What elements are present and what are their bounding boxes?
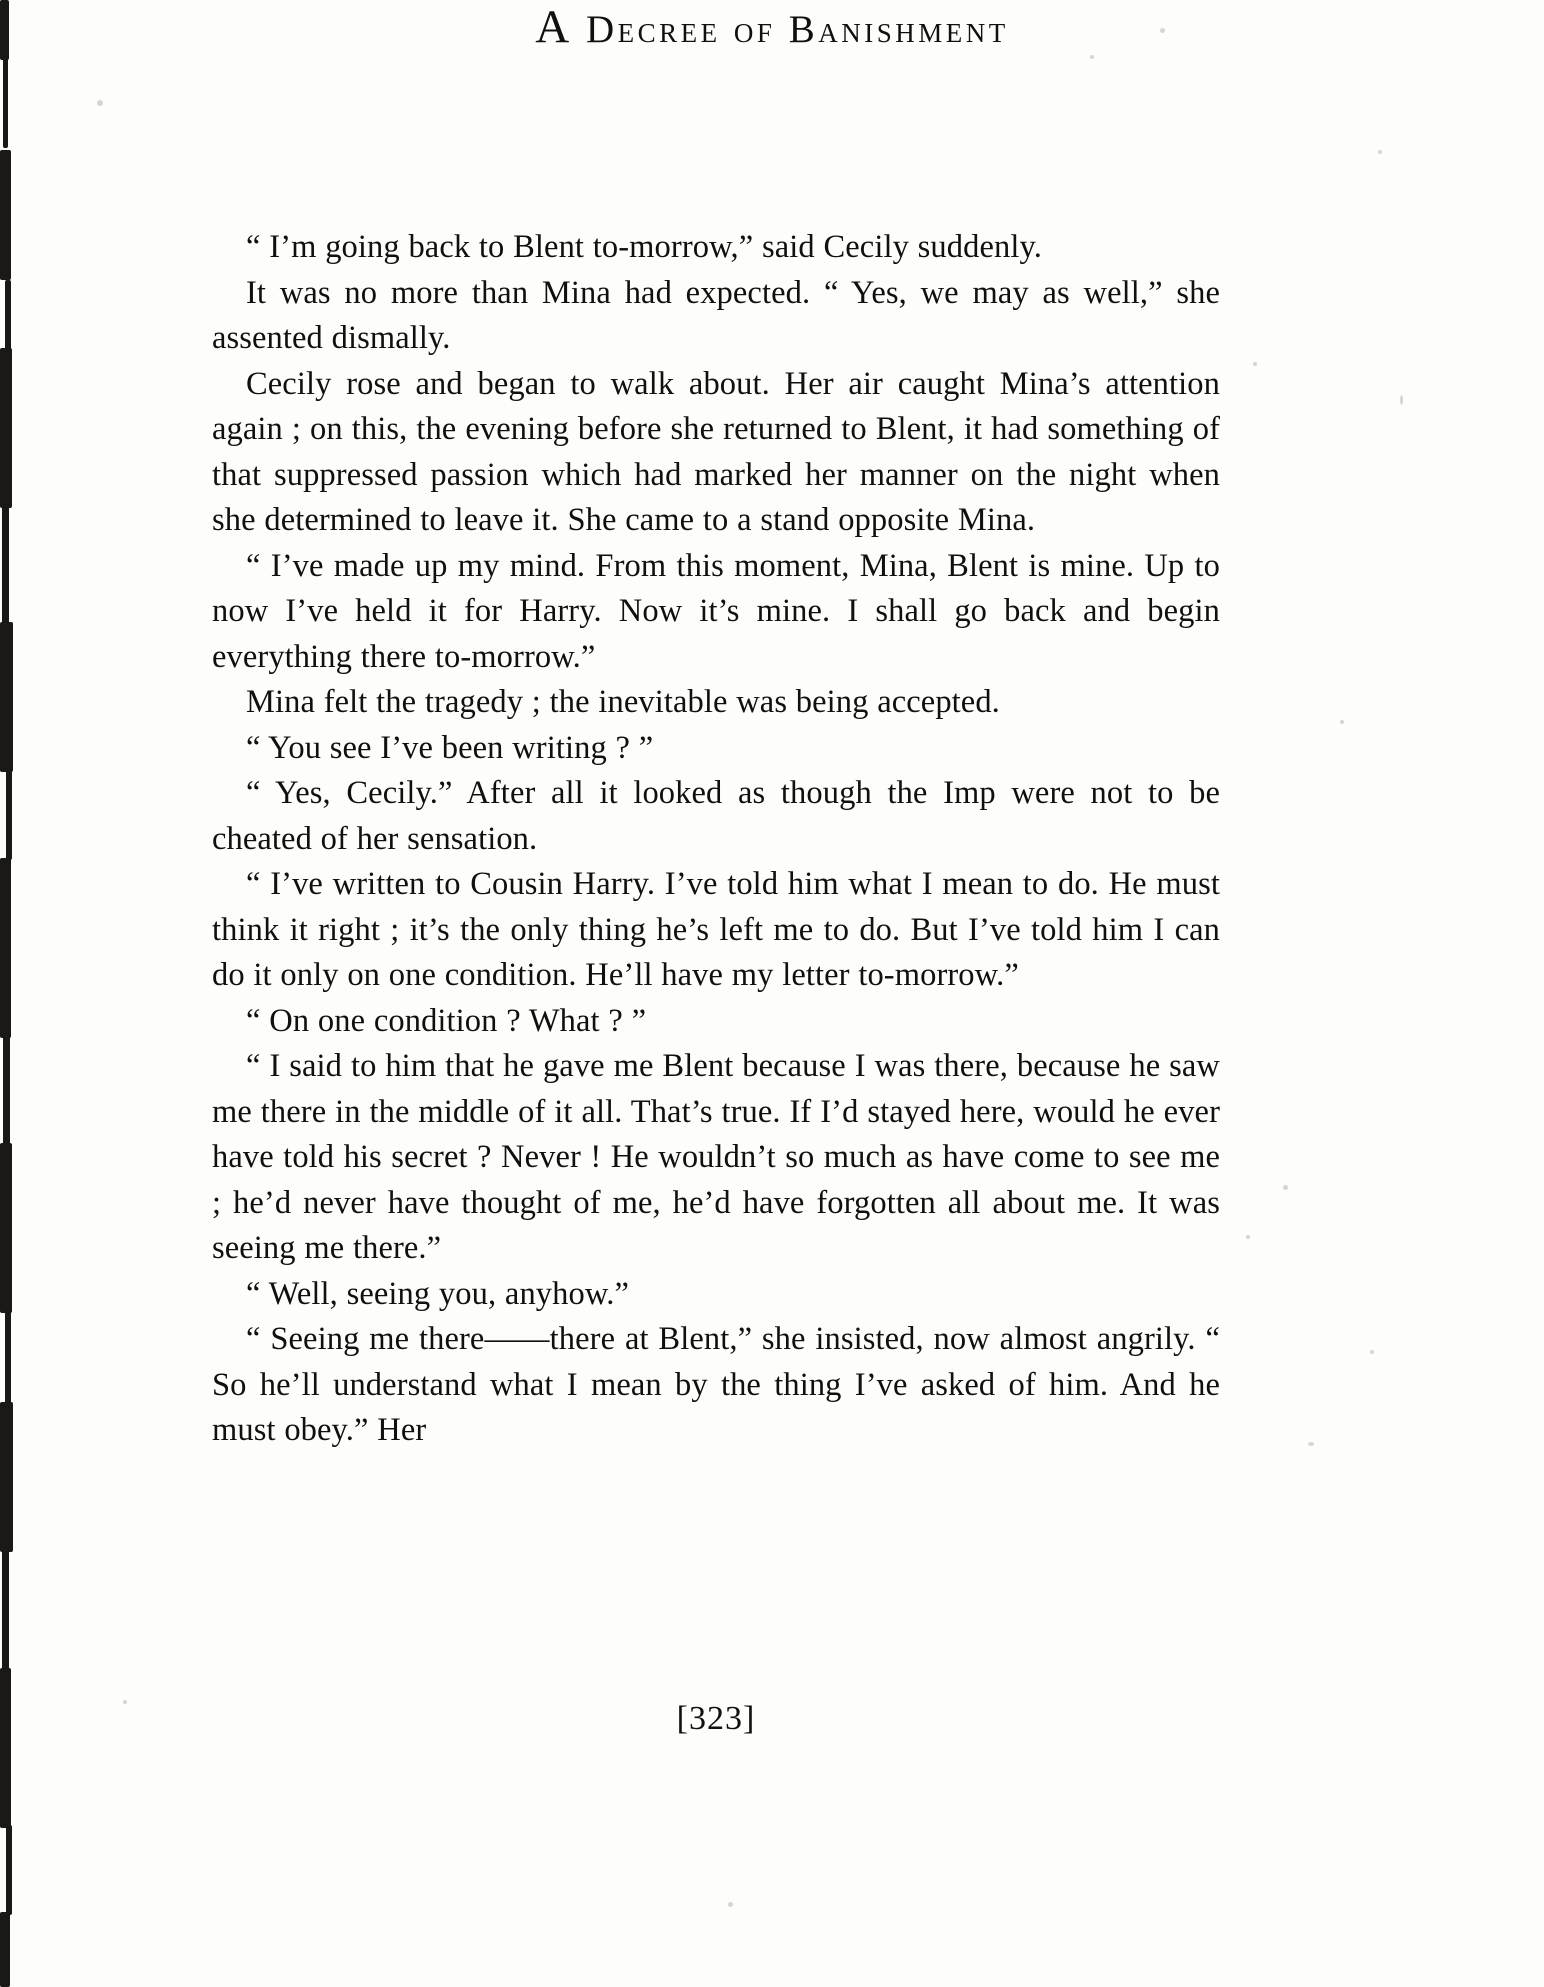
paragraph: “ Seeing me there——there at Blent,” she insisted, now almost angrily. “ So he’ll understand what I mean by the thing I’ve asked of him. And he must obey.” Her xyxy=(212,1321,1220,1448)
paragraph: “ I’ve made up my mind. From this moment, Mina, Blent is mine. Up to now I’ve held it for Harry. Now it’s mine. I shall go back and begin everything there to-morrow.” xyxy=(212,547,1220,675)
scan-speck xyxy=(1090,55,1094,59)
page-title xyxy=(0,0,1544,54)
scan-speck xyxy=(1308,1442,1314,1446)
running-head-word-decree: Decree xyxy=(586,8,721,51)
page-number: [323] xyxy=(676,1700,756,1737)
paragraph: “ On one condition ? What ? ” xyxy=(246,1002,647,1039)
paragraph: Mina felt the tragedy ; the inevitable was being accepted. xyxy=(246,684,1000,720)
paragraph: Cecily rose and began to walk about. Her air caught Mina’s attention again ; on this, the evening before she returned to Blent, it had something of that suppressed passion which had marked her manner on the night when she determined to leave it. She came to a stand opposite Mina. xyxy=(212,365,1220,538)
scan-speck xyxy=(1378,150,1382,154)
scan-speck xyxy=(1253,362,1257,366)
paragraph: “ You see I’ve been writing ? ” xyxy=(246,729,654,766)
scan-speck xyxy=(123,1700,127,1704)
paragraph: “ Well, seeing you, anyhow.” xyxy=(246,1275,630,1312)
running-head-word-of: of xyxy=(733,8,776,51)
scan-speck xyxy=(1160,28,1165,33)
scan-speck xyxy=(728,1902,733,1907)
scan-speck xyxy=(97,100,103,106)
binding-edge-artifact xyxy=(0,0,42,1987)
paragraph: It was no more than Mina had expected. “ Yes, we may as well,” she assented dismally. xyxy=(212,274,1220,356)
paragraph: “ I’ve written to Cousin Harry. I’ve told him what I mean to do. He must think it right ; it’s the only thing he’s left me to do. But I’ve told him I can do it only on one condition. He’ll have my letter to-morrow.” xyxy=(212,866,1220,993)
running-head-word-banishment: Banishment xyxy=(788,8,1009,51)
scan-speck xyxy=(1246,1235,1250,1239)
scan-speck xyxy=(1283,1185,1288,1190)
scan-speck xyxy=(1340,720,1344,724)
paragraph: “ I said to him that he gave me Blent because I was there, because he saw me there in the middle of it all. That’s true. If I’d stayed here, would he ever have told his secret ? Never ! He wouldn’t so much as have come to see me ; he’d never have thought of me, he’d have forgotten all about me. It was seeing me there.” xyxy=(212,1048,1220,1266)
scan-speck xyxy=(1400,395,1403,405)
paragraph: “ I’m going back to Blent to-morrow,” said Cecily suddenly. xyxy=(246,229,1042,265)
paragraph: “ Yes, Cecily.” After all it looked as though the Imp were not to be cheated of her sensation. xyxy=(212,775,1220,857)
body-text xyxy=(212,225,1220,1454)
scan-speck xyxy=(1370,1350,1374,1354)
running-head-word-a: A xyxy=(535,1,573,53)
